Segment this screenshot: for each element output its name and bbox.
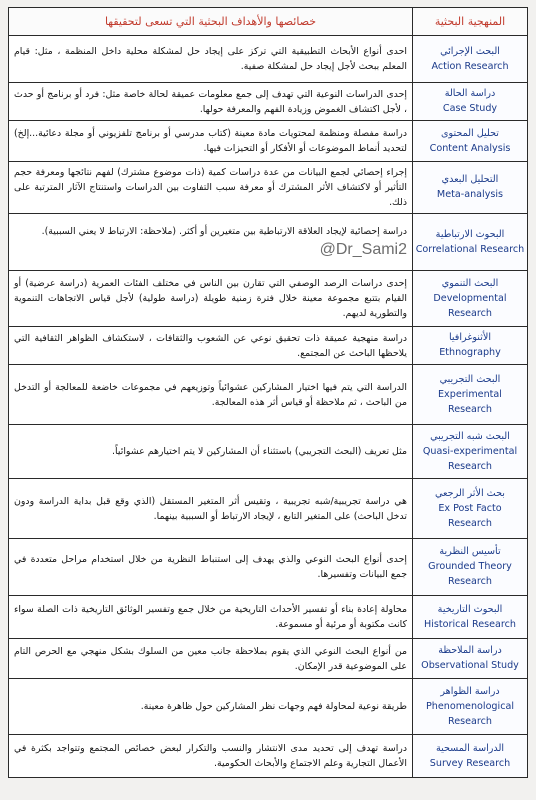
methodology-arabic-name: الأثنوغرافيا bbox=[448, 332, 492, 343]
table-row bbox=[9, 327, 528, 365]
table-row bbox=[9, 596, 528, 639]
methodology-arabic-name: دراسة الملاحظة bbox=[438, 645, 502, 656]
table-row bbox=[9, 479, 528, 539]
methodology-cell bbox=[413, 121, 528, 162]
methodology-description: دراسة مفصلة ومنظمة لمحتويات مادة معينة (كتاب مدرسي أو برنامج تلفزيوني أو مجلة دعائية...إلخ) لتحديد أنماط الموضوعات أو الأفكار أو التحيزات فيها. bbox=[9, 121, 413, 162]
methodology-description: إجراء إحصائي لجمع البيانات من عدة دراسات كمية (ذات موضوع مشترك) لفهم نتائجها ومعرفة حجم التأثير أو لاكتشاف الأثر المشترك أو معرفة سبب التفاوت بين الدراسات واستنتاج الآثار المترتبة على ذلك. bbox=[9, 162, 413, 214]
methodology-arabic-name: البحوث الارتباطية bbox=[435, 228, 505, 240]
methodology-arabic-name: البحث شبه التجريبي bbox=[430, 430, 510, 442]
methodology-arabic-name: الدراسة المسحية bbox=[435, 742, 505, 754]
table-row bbox=[9, 425, 528, 479]
table-row bbox=[9, 83, 528, 121]
methodology-arabic-name: البحوث التاريخية bbox=[437, 603, 503, 615]
methodology-arabic-name: دراسة الحالة bbox=[444, 88, 496, 99]
methodology-cell bbox=[413, 639, 528, 679]
table-row bbox=[9, 639, 528, 679]
methodology-column-header: المنهجية البحثية bbox=[413, 8, 528, 36]
methodology-cell bbox=[413, 479, 528, 539]
methodology-description: محاولة إعادة بناء أو تفسير الأحداث التاريخية من خلال جمع وتفسير الوثائق التاريخية ذات الصلة سواء كانت مكتوبة أو مرئية أو مسموعة. bbox=[9, 596, 413, 639]
table-row bbox=[9, 271, 528, 327]
methodology-cell bbox=[413, 36, 528, 83]
methodology-english-name: Ex Post Facto Research bbox=[438, 502, 502, 529]
table-row bbox=[9, 365, 528, 425]
table-row bbox=[9, 162, 528, 214]
methodology-arabic-name: تحليل المحتوى bbox=[441, 127, 499, 139]
methodology-cell bbox=[413, 162, 528, 214]
methodology-description-cell bbox=[9, 214, 413, 271]
methodology-english-name: Quasi-experimental Research bbox=[422, 445, 518, 472]
table-row bbox=[9, 36, 528, 83]
methodology-english-name: Developmental Research bbox=[433, 292, 507, 319]
methodology-english-name: Grounded Theory Research bbox=[428, 561, 512, 587]
methodology-cell bbox=[413, 271, 528, 327]
table-row bbox=[9, 539, 528, 596]
methodology-arabic-name: تأسيس النظرية bbox=[439, 546, 501, 557]
table-row bbox=[9, 121, 528, 162]
methodology-cell bbox=[413, 327, 528, 365]
methodology-english-name: Action Research bbox=[431, 60, 509, 72]
methodology-english-name: Survey Research bbox=[429, 757, 511, 769]
methodology-arabic-name: البحث التنموي bbox=[441, 277, 499, 289]
methodology-description: إحدى الدراسات النوعية التي تهدف إلى جمع معلومات عميقة لحالة خاصة مثل: فرد أو برنامج أو حدث ، لأجل اكتشاف الغموض وزيادة الفهم والمعرفة حولها. bbox=[9, 83, 413, 121]
methodology-description: طريقة نوعية لمحاولة فهم وجهات نظر المشاركين حول ظاهرة معينة. bbox=[9, 679, 413, 735]
methodology-arabic-name: التحليل البعدي bbox=[441, 174, 499, 185]
methodology-english-name: Observational Study bbox=[421, 660, 519, 671]
table-header-row bbox=[9, 8, 528, 36]
methodology-description: دراسة تهدف إلى تحديد مدى الانتشار والنسب والتكرار لبعض خصائص المجتمع وتتواجد بكثرة في الأعمال التجارية وعلم الاجتماع والأبحاث الحكومية. bbox=[9, 735, 413, 778]
table-row bbox=[9, 214, 528, 271]
methodology-arabic-name: البحث الإجرائي bbox=[440, 45, 500, 57]
methodology-description: إحدى دراسات الرصد الوصفي التي تقارن بين الناس في مختلف الفئات العمرية (دراسة عرضية) أو القيام بتتبع مجموعة معينة خلال فترة زمنية طويلة (دراسة طولية) لأجل قياس الاتجاهات التنموية والتطورية لديهم. bbox=[9, 271, 413, 327]
methodology-cell bbox=[413, 83, 528, 121]
table-row bbox=[9, 679, 528, 735]
research-methodologies-table bbox=[8, 7, 528, 778]
methodology-description: الدراسة التي يتم فيها اختيار المشاركين عشوائياً وتوزيعهم في مجموعات خاضعة للمعالجة أو التدخل من الباحث ، ثم ملاحظة أو قياس أثر هذه المعالجة. bbox=[9, 365, 413, 425]
table-row bbox=[9, 735, 528, 778]
methodology-cell bbox=[413, 596, 528, 639]
methodology-description: من أنواع البحث النوعي الذي يقوم بملاحظة جانب معين من السلوك بشكل منهجي مع الحرص التام على الموضوعية قدر الإمكان. bbox=[9, 639, 413, 679]
methodology-description: دراسة إحصائية لإيجاد العلاقة الارتباطية بين متغيرين أو أكثر. (ملاحظة: الارتباط لا يعني السببية). bbox=[41, 226, 407, 237]
methodology-english-name: Meta-analysis bbox=[436, 189, 504, 200]
methodology-english-name: Phenomenological Research bbox=[425, 700, 515, 727]
methodology-cell bbox=[413, 735, 528, 778]
methodology-cell bbox=[413, 425, 528, 479]
methodology-english-name: Correlational Research bbox=[415, 243, 525, 255]
methodology-english-name: Historical Research bbox=[424, 618, 516, 630]
methodology-description: إحدى أنواع البحث النوعي والذي يهدف إلى استنباط النظرية من خلال استخدام مراحل متعددة في جمع البيانات وتفسيرها. bbox=[9, 539, 413, 596]
methodology-description: احدى أنواع الأبحاث التطبيقية التي تركز على إيجاد حل لمشكلة محلية داخل المنظمة ، مثل: قيام المعلم ببحث لأجل إيجاد حل لمشكلة صفية. bbox=[9, 36, 413, 83]
methodology-english-name: Experimental Research bbox=[438, 388, 502, 415]
methodology-arabic-name: دراسة الظواهر bbox=[440, 685, 500, 697]
methodology-arabic-name: بحث الأثر الرجعي bbox=[435, 487, 505, 499]
methodology-cell bbox=[413, 539, 528, 596]
methodology-english-name: Case Study bbox=[442, 103, 498, 114]
author-watermark: @Dr_Sami2 bbox=[319, 241, 407, 258]
methodology-cell bbox=[413, 679, 528, 735]
methodology-english-name: Ethnography bbox=[439, 347, 501, 358]
methodology-description: دراسة منهجية عميقة ذات تحقيق نوعي عن الشعوب والثقافات ، لاستكشاف الظواهر الثقافية التي يلاحظها الباحث عن المجتمع. bbox=[9, 327, 413, 365]
methodology-cell bbox=[413, 214, 528, 271]
characteristics-column-header: خصائصها والأهداف البحثية التي تسعى لتحقيقها bbox=[9, 8, 413, 36]
methodology-english-name: Content Analysis bbox=[429, 142, 511, 154]
methodology-arabic-name: البحث التجريبي bbox=[439, 373, 501, 385]
methodology-cell bbox=[413, 365, 528, 425]
methodology-description: مثل تعريف (البحث التجريبي) باستثناء أن المشاركين لا يتم اختيارهم عشوائياً. bbox=[9, 425, 413, 479]
methodology-description: هي دراسة تجريبية/شبه تجريبية ، وتقيس أثر المتغير المستقل (الذي وقع قبل بداية الدراسة ودون تدخل الباحث) على المتغير التابع ، لإيجاد الارتباط أو السببية بينهما. bbox=[9, 479, 413, 539]
